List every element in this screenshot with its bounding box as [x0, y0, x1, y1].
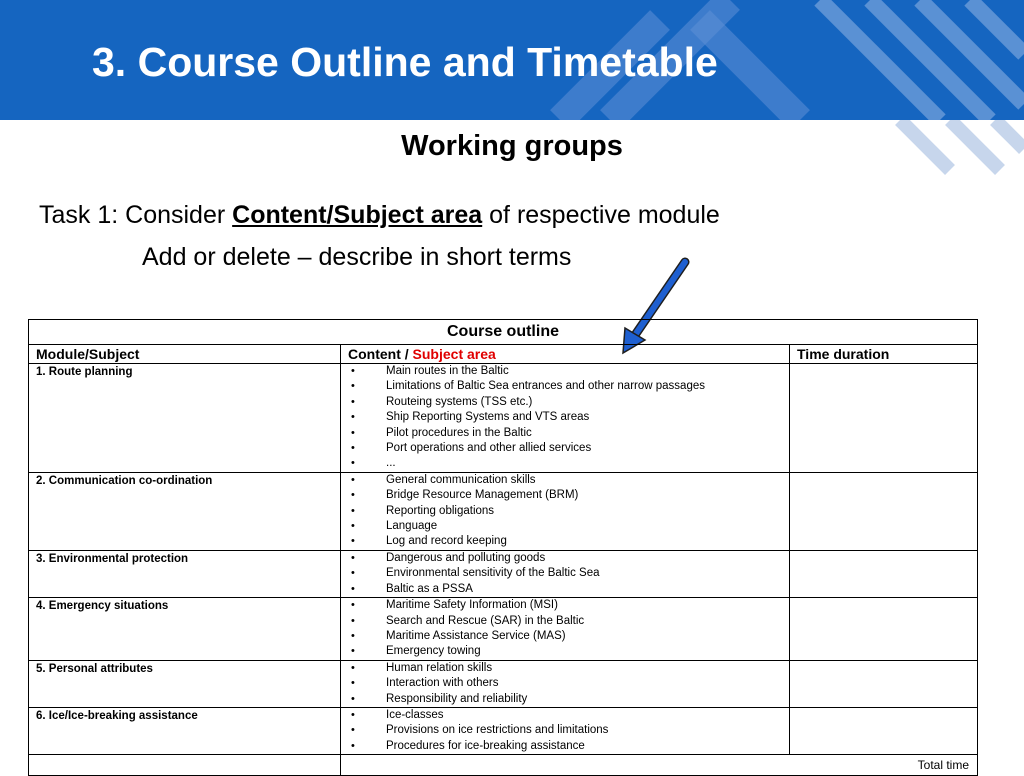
time-duration-cell: [790, 598, 978, 661]
time-duration-cell: [790, 660, 978, 707]
subject-item: • Language: [341, 519, 789, 534]
subject-item: • Environmental sensitivity of the Baltic Sea: [341, 566, 789, 581]
total-empty-cell: [29, 755, 341, 776]
subject-item: • Search and Rescue (SAR) in the Baltic: [341, 614, 789, 629]
course-outline-table: [28, 319, 978, 776]
time-duration-cell: [790, 472, 978, 550]
column-header-content: [341, 345, 790, 364]
module-name: 4. Emergency situations: [29, 598, 341, 661]
subject-item: • Human relation skills: [341, 661, 789, 676]
module-name: 3. Environmental protection: [29, 550, 341, 597]
task-emphasis: Content/Subject area: [232, 201, 483, 229]
table-row: [29, 550, 978, 597]
subject-item: • Pilot procedures in the Baltic: [341, 426, 789, 441]
subject-item: • Dangerous and polluting goods: [341, 551, 789, 566]
table-row: [29, 472, 978, 550]
subject-item: • Provisions on ice restrictions and limitations: [341, 723, 789, 738]
subject-item: • Ship Reporting Systems and VTS areas: [341, 410, 789, 425]
time-duration-cell: [790, 550, 978, 597]
subject-list: [341, 472, 790, 550]
table-row: [29, 660, 978, 707]
subject-list: [341, 660, 790, 707]
column-header-time: Time duration: [790, 345, 978, 364]
task-line-1: [39, 199, 720, 231]
subject-item: • Baltic as a PSSA: [341, 582, 789, 597]
subject-list: [341, 550, 790, 597]
subject-list: [341, 598, 790, 661]
total-time-label: Total time: [341, 755, 978, 776]
column-header-module: Module/Subject: [29, 345, 341, 364]
subject-item: • Reporting obligations: [341, 504, 789, 519]
page-title: 3. Course Outline and Timetable: [92, 39, 718, 85]
time-duration-cell: [790, 364, 978, 473]
subject-item: • Ice-classes: [341, 708, 789, 723]
subject-item: • Main routes in the Baltic: [341, 364, 789, 379]
module-name: 1. Route planning: [29, 364, 341, 473]
subject-item: • Interaction with others: [341, 676, 789, 691]
subject-item: • Log and record keeping: [341, 534, 789, 549]
subject-item: • Responsibility and reliability: [341, 692, 789, 707]
task-line-2: Add or delete – describe in short terms: [142, 243, 572, 271]
module-name: 6. Ice/Ice-breaking assistance: [29, 707, 341, 754]
section-subtitle: Working groups: [401, 130, 623, 162]
title-banner: [0, 0, 1024, 120]
subject-item: • Emergency towing: [341, 644, 789, 659]
time-duration-cell: [790, 707, 978, 754]
subject-item: • Maritime Safety Information (MSI): [341, 598, 789, 613]
subject-item: • Limitations of Baltic Sea entrances and other narrow passages: [341, 379, 789, 394]
task-prefix: Task 1: Consider: [39, 201, 233, 229]
subject-list: [341, 707, 790, 754]
table-row: [29, 707, 978, 754]
subject-item: • Bridge Resource Management (BRM): [341, 488, 789, 503]
subject-list: [341, 364, 790, 473]
subject-item: • General communication skills: [341, 473, 789, 488]
module-name: 2. Communication co-ordination: [29, 472, 341, 550]
subject-area-label: Subject area: [412, 346, 496, 362]
subject-item: • Routeing systems (TSS etc.): [341, 395, 789, 410]
subject-item: • Procedures for ice-breaking assistance: [341, 739, 789, 754]
task-suffix: of respective module: [482, 201, 720, 229]
subject-item: • Port operations and other allied services: [341, 441, 789, 456]
module-name: 5. Personal attributes: [29, 660, 341, 707]
table-title: Course outline: [29, 320, 978, 345]
content-label: Content /: [348, 346, 413, 362]
table-row: [29, 364, 978, 473]
table-row: [29, 598, 978, 661]
subject-item: • Maritime Assistance Service (MAS): [341, 629, 789, 644]
subject-item: • ...: [341, 456, 789, 471]
